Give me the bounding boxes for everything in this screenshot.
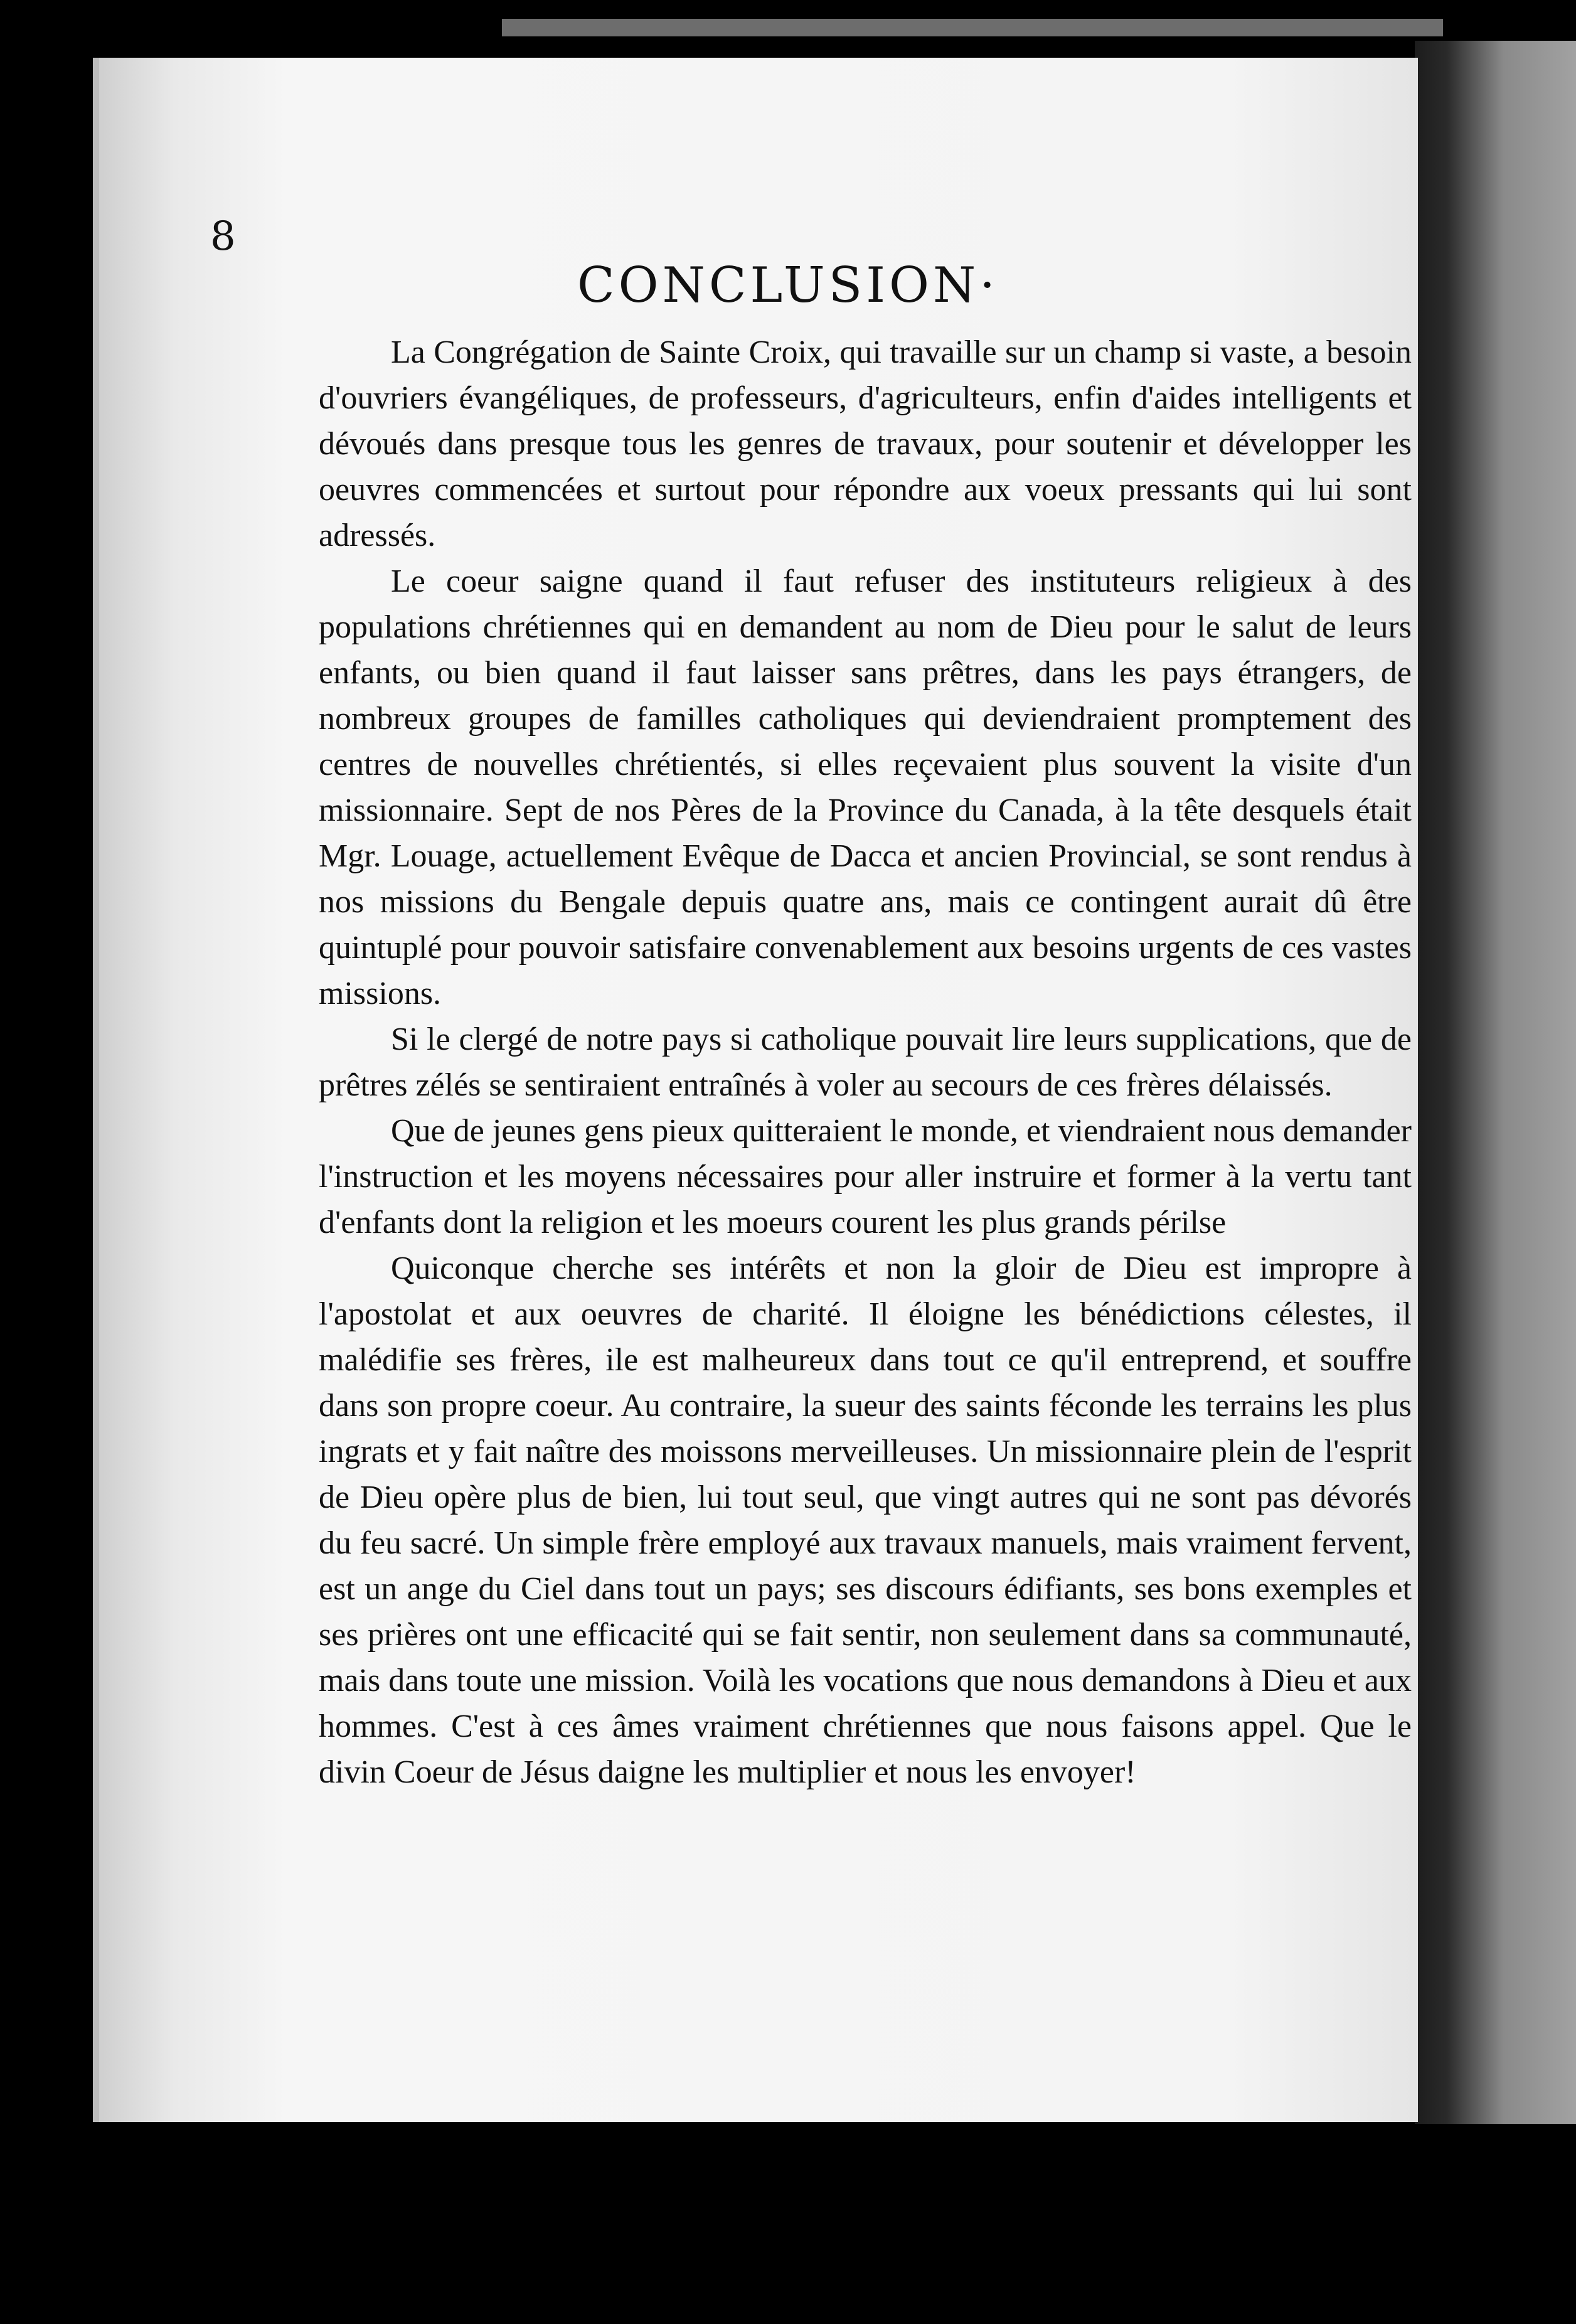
book-gutter-shadow: [1415, 41, 1576, 2124]
paragraph-4: Que de jeunes gens pieux quitteraient le monde, et viendraient nous demander l'instruction et les moyens nécessaires pour aller instruire et former à la vertu tant d'enfants dont la religion et les moeurs courent les plus grands périlse: [319, 1113, 1412, 1240]
paragraph-5: Quiconque cherche ses intérêts et non la gloir de Dieu est impropre à l'apostolat et aux oeuvres de charité. Il éloigne les bénédictions célestes, il malédifie ses frères, ile est malheureux dans tout ce qu'il entreprend, et souffre dans son propre coeur. Au contraire, la sueur des saints féconde les terrains les plus ingrats et y fait naître des moissons merveilleuses. Un missionnaire plein de l'esprit de Dieu opère plus de bien, lui tout seul, que vingt autres qui ne sont pas dévorés du feu sacré. Un simple frère employé aux travaux manuels, mais vraiment fervent, est un ange du Ciel dans tout un pays; ses discours édifiants, ses bons exemples et ses prières ont une efficacité qui se fait sentir, non seulement dans sa communauté, mais dans toute une mission. Voilà les vocations que nous demandons à Dieu et aux hommes. C'est à ces âmes vraiment chrétiennes que nous faisons appel. Que le divin Coeur de Jésus daigne les multiplier et nous les envoyer!: [319, 1250, 1412, 1790]
paragraph-2: Le coeur saigne quand il faut refuser des instituteurs religieux à des populations chrétiennes qui en demandent au nom de Dieu pour le salut de leurs enfants, ou bien quand il faut laisser sans prêtres, dans les pays étrangers, de nombreux groupes de familles catholiques qui deviendraient promptement des centres de nouvelles chrétientés, si elles reçevaient plus souvent la visite d'un missionnaire. Sept de nos Pères de la Province du Canada, à la tête desquels était Mgr. Louage, actuellement Evêque de Dacca et ancien Provincial, se sont rendus à nos missions du Bengale depuis quatre ans, mais ce contingent aurait dû être quintuplé pour pouvoir satisfaire convenablement aux besoins urgents de ces vastes missions.: [319, 563, 1412, 1011]
section-heading: CONCLUSION·: [577, 257, 999, 314]
paragraph-3: Si le clergé de notre pays si catholique pouvait lire leurs supplications, que de prêtres zélés se sentiraient entraînés à voler au secours de ces frères délaissés.: [319, 1021, 1412, 1103]
body-text: [319, 329, 1412, 1795]
paragraph-1: La Congrégation de Sainte Croix, qui travaille sur un champ si vaste, a besoin d'ouvriers évangéliques, de professeurs, d'agriculteurs, enfin d'aides intelligents et dévoués dans presque tous les genres de travaux, pour soutenir et développer les oeuvres commencées et surtout pour répondre aux voeux pressants qui lui sont adressés.: [319, 334, 1412, 553]
page-number: 8: [210, 213, 236, 260]
scan-top-edge: [502, 19, 1443, 36]
